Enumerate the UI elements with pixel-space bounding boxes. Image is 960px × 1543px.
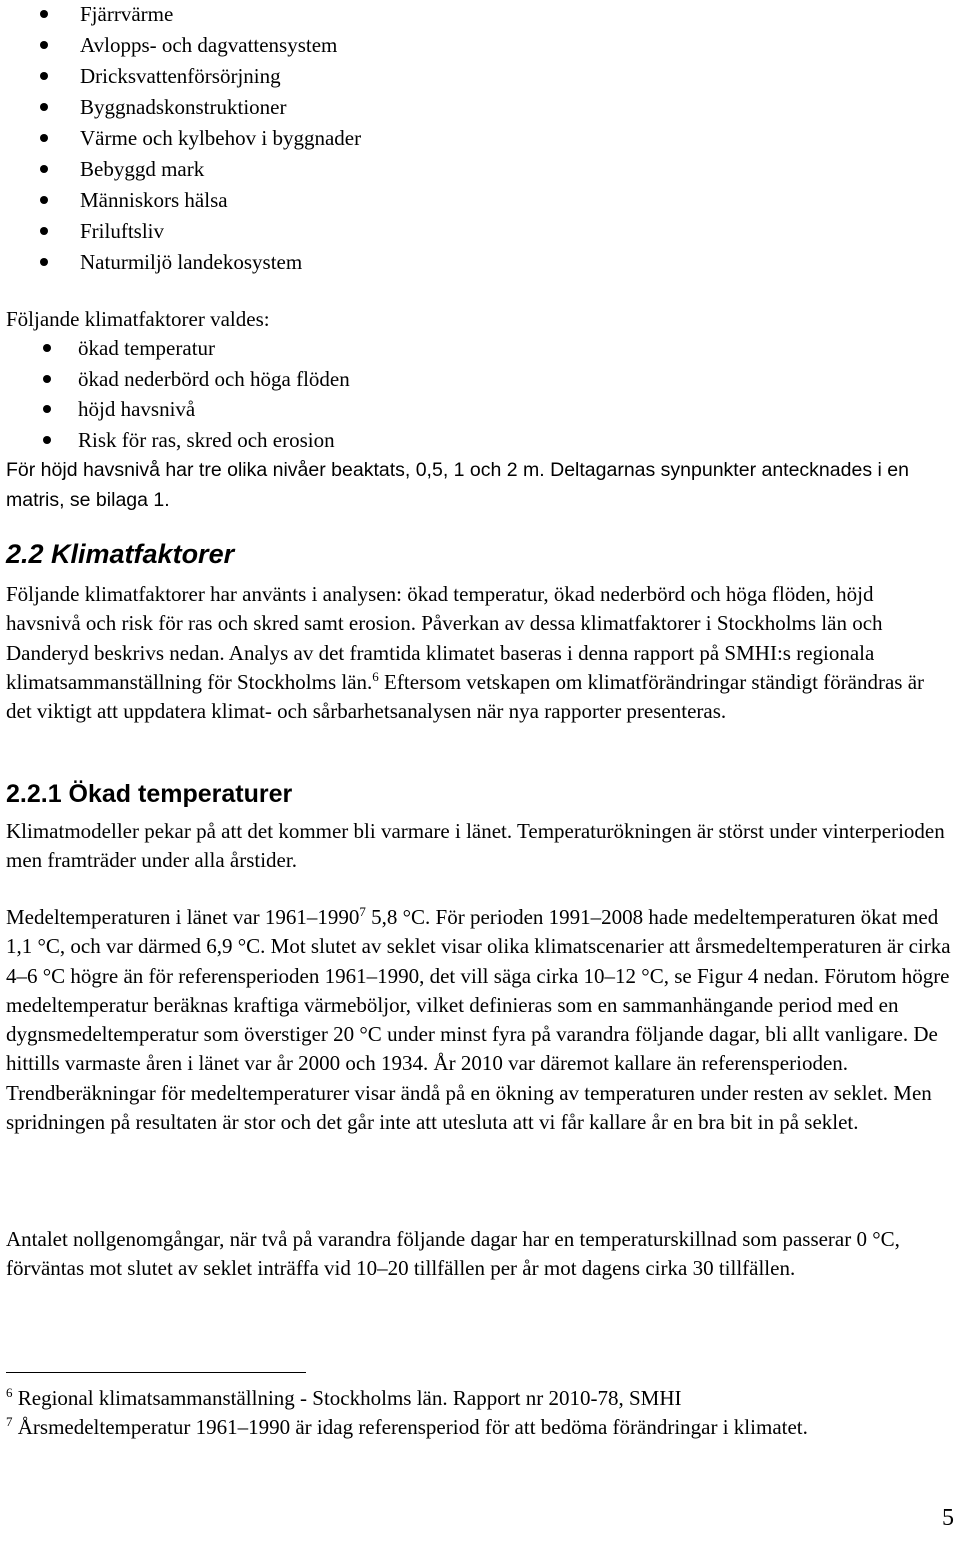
bullet-icon — [43, 375, 51, 383]
paragraph: Klimatmodeller pekar på att det kommer bli varmare i länet. Temperaturökningen är störst under vinterperioden men framträder under alla årstider. — [6, 819, 945, 873]
list-item: Avlopps- och dagvattensystem — [0, 31, 361, 62]
bullet-icon — [40, 72, 48, 80]
list-item: Fjärrvärme — [0, 0, 361, 31]
footnote-ref: 7 — [359, 904, 366, 919]
bullet-icon — [40, 10, 48, 18]
section-heading-2-2-1: 2.2.1 Ökad temperaturer — [6, 780, 293, 808]
footnote-divider — [6, 1372, 306, 1373]
bullet-icon — [40, 196, 48, 204]
list-item: Naturmiljö landekosystem — [0, 248, 361, 279]
bullet-icon — [40, 258, 48, 266]
section-heading-2-2: 2.2 Klimatfaktorer — [6, 539, 235, 569]
list-item: Byggnadskonstruktioner — [0, 93, 361, 124]
bullet-icon — [43, 344, 51, 352]
section-2-2-text: Följande klimatfaktorer har använts i analysen: ökad temperatur, ökad nederbörd och höga flöden, höjd havsnivå och risk för ras och skred samt erosion. Påverkan av dessa klimatfaktorer i Stockholms län och Danderyd beskrivs nedan. Analys av det framtida klimatet baseras i denna rapport på SMHI:s regionala klimatsammanställning för Stockholms län.$^6$ Eftersom vetskapen om klimatförändringar ständigt förändras är det viktigt att uppdatera klimat- och sårbarhetsanalysen när nya rapporter presenteras. — [6, 582, 925, 724]
footnote: $^6$ Regional klimatsammanställning - Stockholms län. Rapport nr 2010-78, SMHI — [6, 1385, 682, 1410]
list-item: Bebyggd mark — [0, 155, 361, 186]
bullet-icon — [40, 134, 48, 142]
sector-list — [0, 0, 361, 279]
list-item: Värme och kylbehov i byggnader — [0, 124, 361, 155]
factors-note: För höjd havsnivå har tre olika nivåer beaktats, 0,5, 1 och 2 m. Deltagarnas synpunkter antecknades i en matris, se bilaga 1. — [6, 459, 909, 511]
bullet-icon — [40, 103, 48, 111]
paragraph: Antalet nollgenomgångar, när två på varandra följande dagar har en temperaturskillnad som passerar 0 °C, förväntas mot slutet av seklet inträffa vid 10–20 tillfällen per år mot dagens cirka 30 tillfällen. — [6, 1227, 900, 1281]
list-item: Friluftsliv — [0, 217, 361, 248]
list-item: ökad nederbörd och höga flöden — [0, 365, 350, 396]
list-item: Människors hälsa — [0, 186, 361, 217]
list-item: höjd havsnivå — [0, 395, 350, 426]
factors-intro: Följande klimatfaktorer valdes: — [6, 307, 270, 331]
bullet-icon — [40, 227, 48, 235]
bullet-icon — [40, 41, 48, 49]
bullet-icon — [40, 165, 48, 173]
list-item: Risk för ras, skred och erosion — [0, 426, 350, 457]
footnote-ref: 6 — [372, 668, 379, 684]
page-number: 5 — [942, 1505, 954, 1531]
list-item: Dricksvattenförsörjning — [0, 62, 361, 93]
bullet-icon — [43, 405, 51, 413]
factor-list — [0, 334, 350, 456]
paragraph: Medeltemperaturen i länet var 1961–1990$^7$ 5,8 °C. För perioden 1991–2008 hade medeltemperaturen ökat med 1,1 °C, och var därmed 6,9 °C. Mot slutet av seklet visar olika klimatscenarier att årsmedeltemperaturen är cirka 4–6 °C högre än för referensperioden 1961–1990, det vill säga cirka 10–12 °C, se Figur 4 nedan. Förutom högre medeltemperatur beräknas kraftiga värmeböljor, vilket definieras som en sammanhängande period med en dygnsmedeltemperatur som överstiger 20 °C under minst fyra på varandra följande dagar, bli allt vanligare. De hittills varmaste åren i länet var år 2000 och 1934. År 2010 var däremot kallare än referensperioden. Trendberäkningar för medeltemperaturer visar ändå på en ökning av temperaturen under resten av seklet. Men spridningen på resultaten är stor och det går inte att utesluta att vi får kallare år en bra bit in på seklet. — [6, 904, 951, 1135]
list-item: ökad temperatur — [0, 334, 350, 365]
bullet-icon — [43, 436, 51, 444]
footnote: $^7$ Årsmedeltemperatur 1961–1990 är idag referensperiod för att bedöma förändringar i klimatet. — [6, 1414, 808, 1439]
